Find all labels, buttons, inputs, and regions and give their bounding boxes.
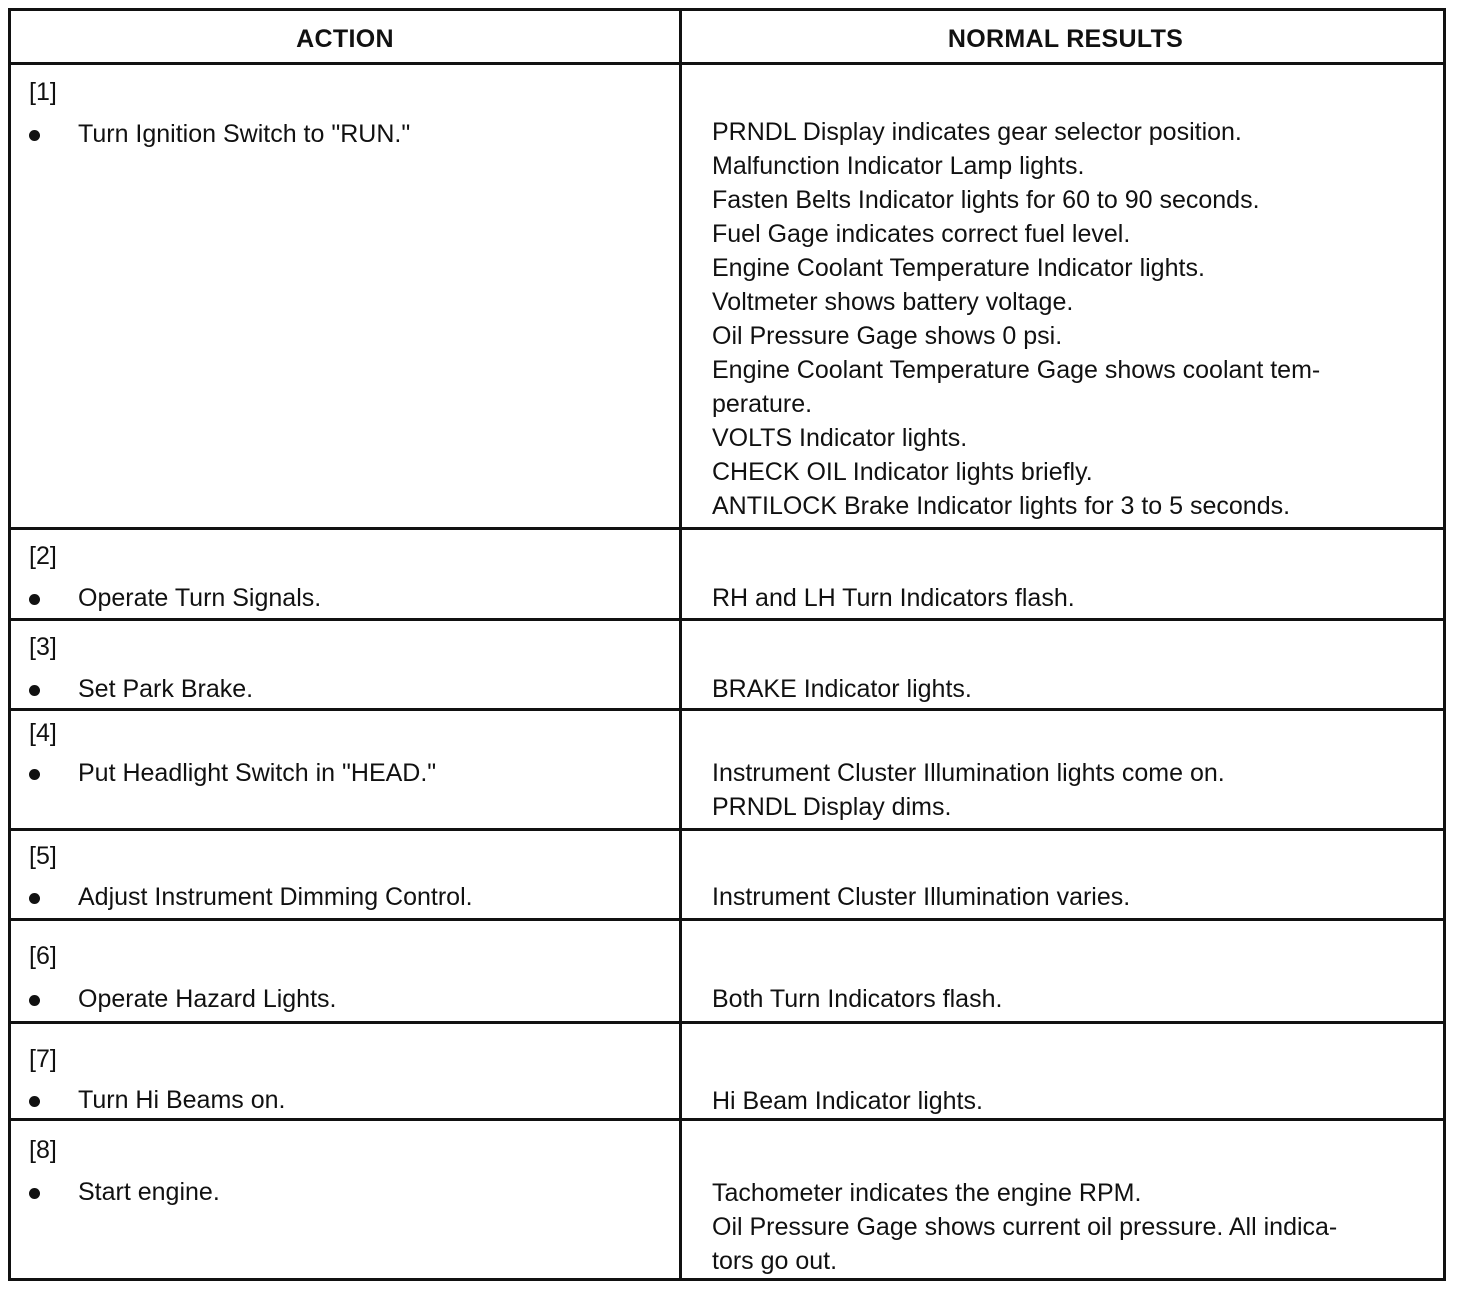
result-line: Voltmeter shows battery voltage. xyxy=(712,288,1074,316)
result-line: Hi Beam Indicator lights. xyxy=(712,1087,983,1115)
result-line: Tachometer indicates the engine RPM. xyxy=(712,1179,1142,1207)
bullet-icon xyxy=(29,893,40,904)
result-line: PRNDL Display indicates gear selector position. xyxy=(712,118,1242,146)
step-number: [5] xyxy=(29,842,57,870)
result-line: ANTILOCK Brake Indicator lights for 3 to 5 seconds. xyxy=(712,492,1291,520)
result-line: CHECK OIL Indicator lights briefly. xyxy=(712,458,1093,486)
result-line: PRNDL Display dims. xyxy=(712,793,952,821)
bullet-icon xyxy=(29,594,40,605)
checklist-table xyxy=(8,8,1446,1281)
result-list xyxy=(712,982,1440,1016)
step-number: [6] xyxy=(29,942,57,970)
result-line: Both Turn Indicators flash. xyxy=(712,985,1003,1013)
row-divider xyxy=(11,527,1443,530)
bullet-icon xyxy=(29,995,40,1006)
result-line: Malfunction Indicator Lamp lights. xyxy=(712,152,1085,180)
action-text: Put Headlight Switch in "HEAD." xyxy=(78,759,437,787)
result-line: Instrument Cluster Illumination lights come on. xyxy=(712,759,1225,787)
result-line: VOLTS Indicator lights. xyxy=(712,424,968,452)
result-line: perature. xyxy=(712,390,813,418)
result-line: Instrument Cluster Illumination varies. xyxy=(712,883,1131,911)
step-number: [4] xyxy=(29,719,57,747)
result-list xyxy=(712,581,1440,615)
column-divider xyxy=(679,11,682,1278)
action-text: Turn Hi Beams on. xyxy=(78,1086,286,1114)
result-list xyxy=(712,756,1440,824)
header-divider xyxy=(11,62,1443,65)
row-divider xyxy=(11,1021,1443,1024)
action-text: Start engine. xyxy=(78,1178,220,1206)
result-list xyxy=(712,1084,1440,1118)
result-line: Engine Coolant Temperature Gage shows coolant tem- xyxy=(712,356,1321,384)
bullet-icon xyxy=(29,130,40,141)
result-line: Oil Pressure Gage shows current oil pressure. All indica- xyxy=(712,1213,1338,1241)
result-list xyxy=(712,880,1440,914)
result-line: BRAKE Indicator lights. xyxy=(712,675,972,703)
header-action: ACTION xyxy=(296,25,394,53)
bullet-icon xyxy=(29,1188,40,1199)
step-number: [2] xyxy=(29,542,57,570)
result-line: tors go out. xyxy=(712,1247,838,1275)
action-text: Turn Ignition Switch to "RUN." xyxy=(78,120,411,148)
row-divider xyxy=(11,1118,1443,1121)
result-list xyxy=(712,115,1440,523)
result-line: Fuel Gage indicates correct fuel level. xyxy=(712,220,1131,248)
action-text: Operate Hazard Lights. xyxy=(78,985,337,1013)
row-divider xyxy=(11,708,1443,711)
result-list xyxy=(712,1176,1440,1278)
row-divider xyxy=(11,918,1443,921)
row-divider xyxy=(11,618,1443,621)
header-normal-results: NORMAL RESULTS xyxy=(947,25,1184,53)
step-number: [7] xyxy=(29,1045,57,1073)
step-number: [1] xyxy=(29,78,57,106)
bullet-icon xyxy=(29,769,40,780)
result-list xyxy=(712,672,1440,706)
result-line: Fasten Belts Indicator lights for 60 to 90 seconds. xyxy=(712,186,1260,214)
bullet-icon xyxy=(29,1096,40,1107)
action-text: Set Park Brake. xyxy=(78,675,254,703)
result-line: RH and LH Turn Indicators flash. xyxy=(712,584,1075,612)
step-number: [8] xyxy=(29,1136,57,1164)
result-line: Oil Pressure Gage shows 0 psi. xyxy=(712,322,1063,350)
row-divider xyxy=(11,828,1443,831)
action-text: Operate Turn Signals. xyxy=(78,584,322,612)
step-number: [3] xyxy=(29,633,57,661)
bullet-icon xyxy=(29,685,40,696)
action-text: Adjust Instrument Dimming Control. xyxy=(78,883,473,911)
result-line: Engine Coolant Temperature Indicator lights. xyxy=(712,254,1205,282)
